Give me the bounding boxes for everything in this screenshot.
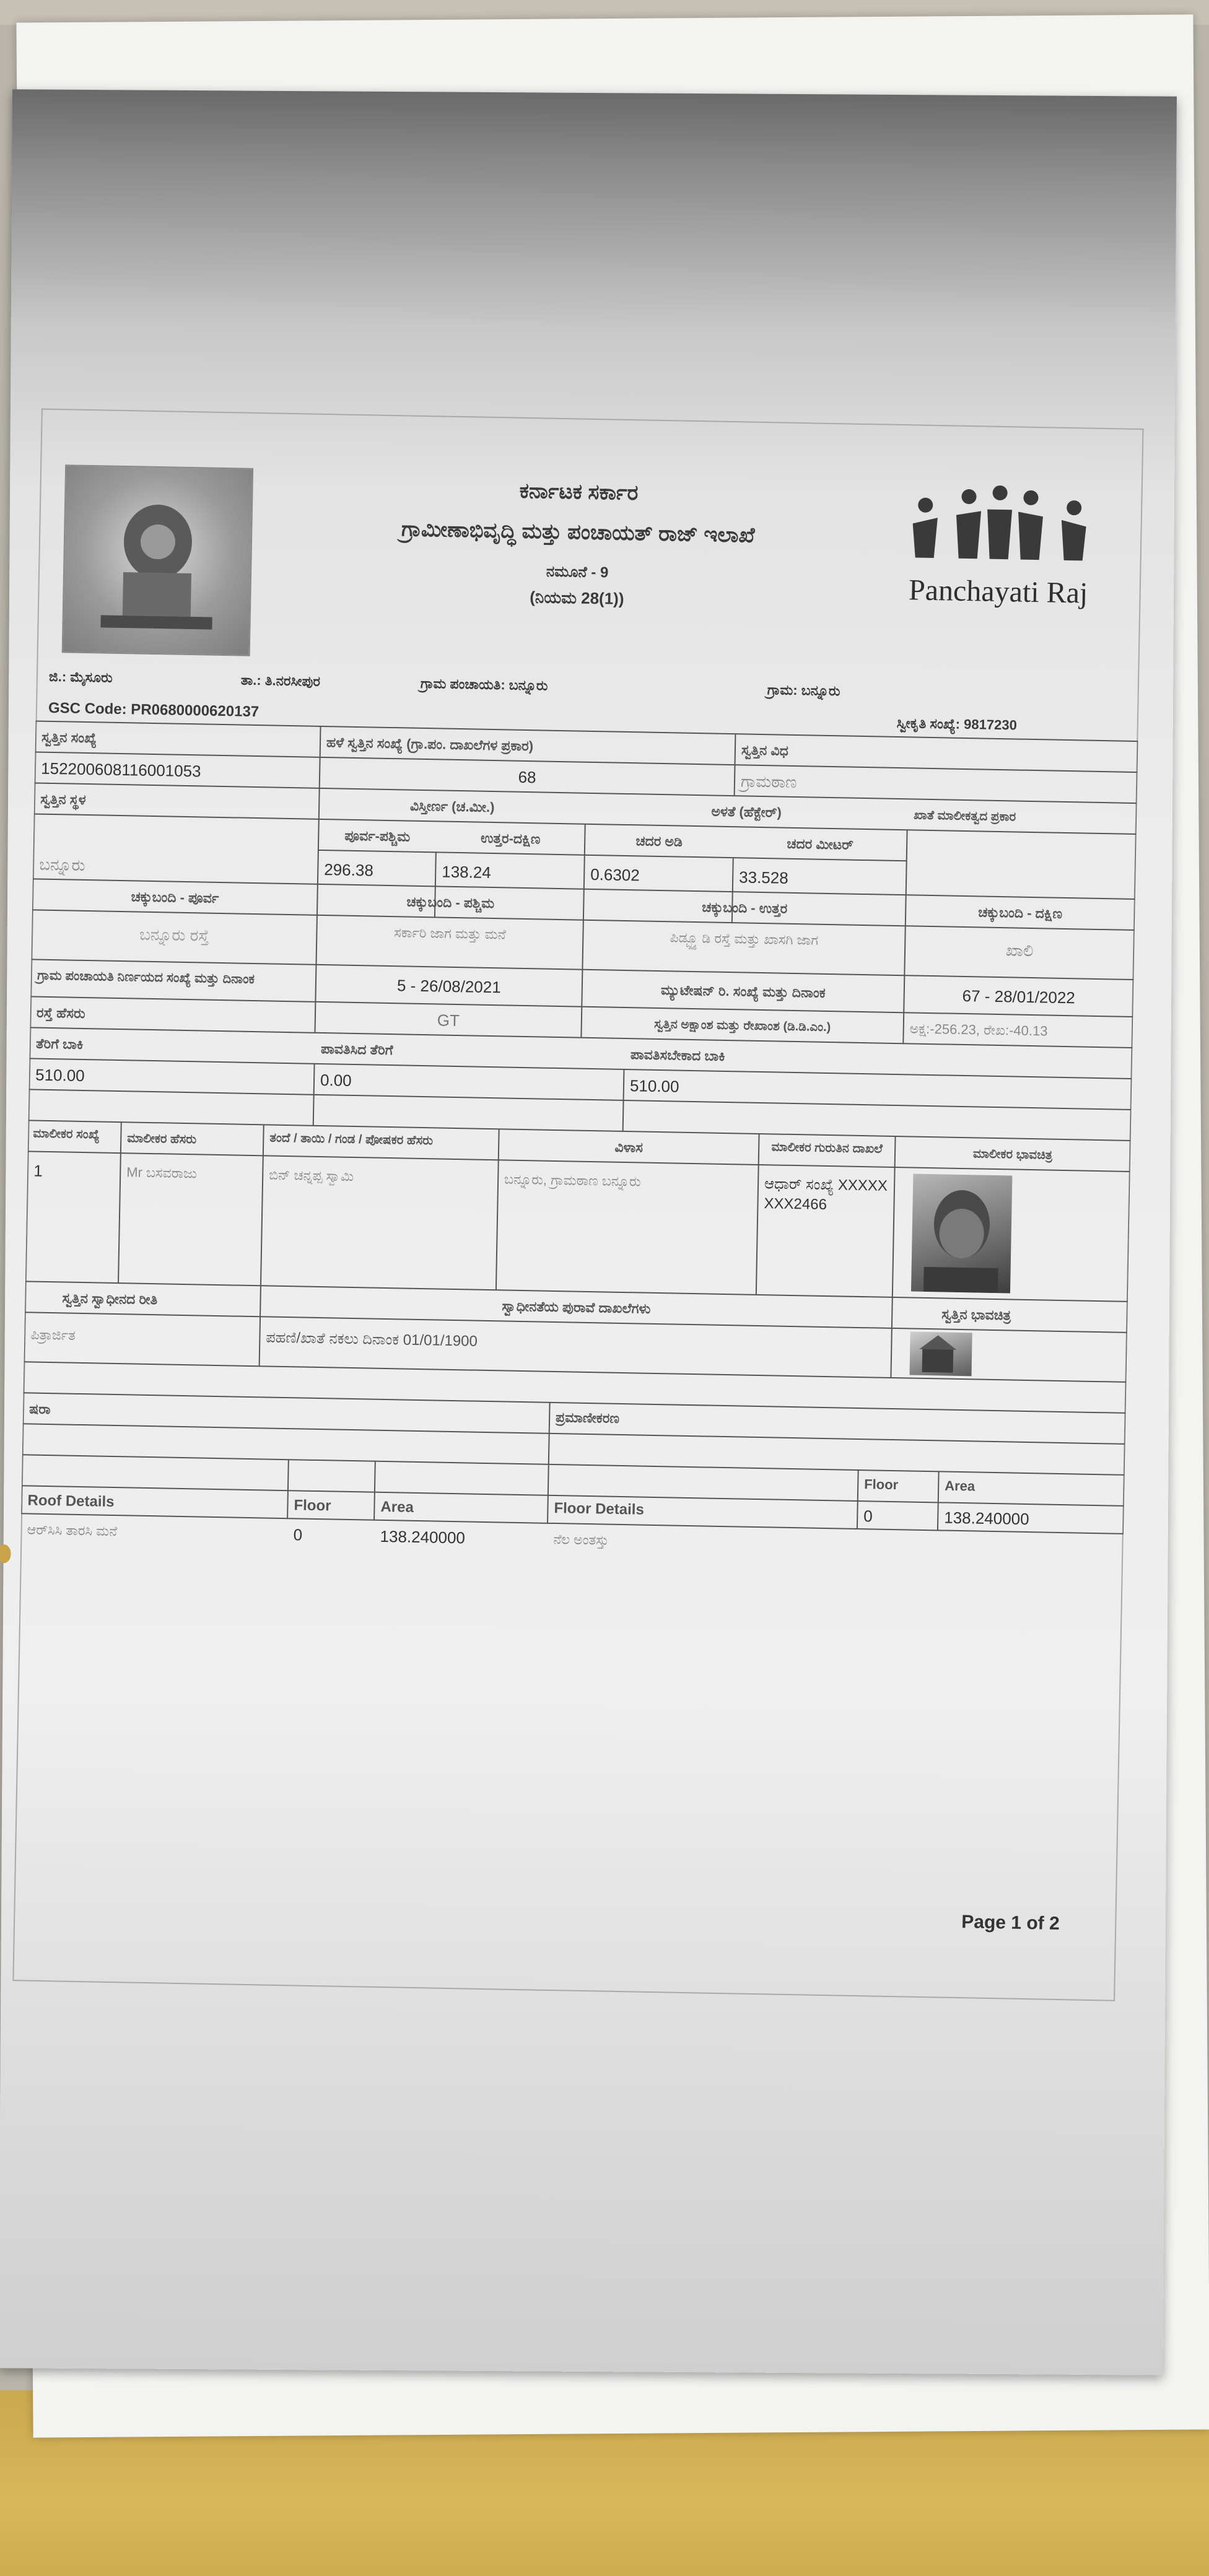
certification-label: ಪ್ರಮಾಣೀಕರಣ [555,1409,620,1426]
property-photo [910,1332,972,1377]
village: ಗ್ರಾಮ: ಬನ್ನೂರು [767,682,840,699]
floor-col-label: Floor [864,1476,899,1493]
form-number: ನಮೂನೆ - 9 [546,563,609,581]
govt-title: ಕರ್ನಾಟಕ ಸರ್ಕಾರ [519,479,639,505]
address-value: ಬನ್ನೂರು, ಗ್ರಾಮಠಾಣ ಬನ್ನೂರು [504,1171,641,1190]
mutation-label: ಮ್ಯುಟೇಷನ್ ರಿ. ಸಂಖ್ಯೆ ಮತ್ತು ದಿನಾಂಕ [660,982,826,1001]
area-label: ಅಳತೆ (ಹೆಕ್ಟೇರ್) [711,803,782,820]
house-photo-icon [910,1332,972,1377]
property-no-value: 152200608116001053 [40,759,201,781]
relation-label: ತಂದೆ / ತಾಯಿ / ಗಂಡ / ಪೋಷಕರ ಹೆಸರು [269,1131,434,1148]
tax-label: ತೆರಿಗೆ ಬಾಕಿ [35,1035,84,1052]
location-label: ಸ್ವತ್ತಿನ ಸ್ಥಳ [40,791,86,807]
gram-panchayat: ಗ್ರಾಮ ಪಂಚಾಯತಿ: ಬನ್ನೂರು [420,675,548,694]
page-number: Page 1 of 2 [961,1912,1060,1934]
dimensions-label: ವಿಸ್ತೀರ್ಣ (ಚ.ಮೀ.) [409,798,495,816]
docs-value: ಪಹಣಿ/ಖಾತೆ ನಕಲು ದಿನಾಂಕ 01/01/1900 [266,1329,478,1350]
rule-number: (ನಿಯಮ 28(1)) [530,588,624,608]
roof-area-value: 138.240000 [380,1526,466,1547]
dept-title: ಗ್ರಾಮೀಣಾಭಿವೃದ್ಧಿ ಮತ್ತು ಪಂಚಾಯತ್ ರಾಜ್ ಇಲಾಖೆ [401,517,755,547]
ns-value: 138.24 [441,862,492,882]
receipt-number: ಸ್ವೀಕೃತಿ ಸಂಖ್ಯೆ: 9817230 [896,715,1018,733]
paper-sheet [0,89,1177,2375]
boundary-west-value: ಸರ್ಕಾರಿ ಜಾಗ ಮತ್ತು ಮನೆ [393,925,506,942]
boundary-east-value: ಬನ್ನೂರು ರಸ್ತೆ [139,925,209,945]
paid-label: ಪಾವತಿಸಿದ ತೆರಿಗೆ [320,1040,393,1058]
roof-floor-label: Floor [294,1497,331,1515]
tax-value: 510.00 [35,1065,85,1086]
area-col-label: Area [945,1477,975,1494]
road-label: ರಸ್ತೆ ಹೆಸರು [36,1004,85,1022]
floor-details-label: Floor Details [554,1500,645,1518]
floor-detail-value: ನೆಲ ಅಂತಸ್ತು [553,1531,609,1548]
floor-detail-floor: 0 [863,1507,873,1526]
person-photo-icon [911,1174,1012,1294]
gp-resolution-label: ಗ್ರಾಮ ಪಂಚಾಯತಿ ನಿರ್ಣಯದ ಸಂಖ್ಯೆ ಮತ್ತು ದಿನಾಂಕ [37,968,255,987]
acquisition-value: ಪಿತ್ರಾರ್ಜಿತ [30,1326,76,1343]
area-sqm-label: ಚದರ ಮೀಟರ್ [787,835,854,853]
property-photo-label: ಸ್ವತ್ತಿನ ಭಾವಚಿತ್ರ [941,1306,1011,1323]
roof-floor-value: 0 [293,1525,303,1544]
owner-name-label: ಮಾಲೀಕರ ಹೆಸರು [127,1131,197,1147]
boundary-north-value: ಪಿಡ್ಬ್ಲ್ಯೂಡಿ ರಸ್ತೆ ಮತ್ತು ಖಾಸಗಿ ಜಾಗ [670,929,819,948]
hectare-value: 0.6302 [590,864,640,885]
coords-label: ಸ್ವತ್ತಿನ ಅಕ್ಷಾಂಶ ಮತ್ತು ರೇಖಾಂಶ (ಡಿ.ಡಿ.ಎಂ.) [654,1017,831,1035]
due-label: ಪಾವತಿಸಬೇಕಾದ ಬಾಕಿ [630,1046,725,1064]
due-value: 510.00 [629,1076,679,1096]
remarks-label: ಷರಾ [29,1401,51,1417]
address-label: ವಿಳಾಸ [614,1139,644,1155]
boundary-west-label: ಚಕ್ಕುಬಂದಿ - ಪಶ್ಚಿಮ [406,894,495,912]
roof-value: ಆರ್‌ಸಿಸಿ ತಾರಸಿ ಮನೆ [27,1521,118,1539]
paid-value: 0.00 [320,1070,352,1090]
floor-detail-area: 138.240000 [944,1508,1029,1529]
taluk: ತಾ.: ತಿ.ನರಸೀಪುರ [240,672,321,689]
boundary-south-value: ಖಾಲಿ [1005,941,1034,960]
road-value: GT [437,1011,460,1030]
old-no-value: 68 [518,767,536,787]
old-no-label: ಹಳೆ ಸ್ವತ್ತಿನ ಸಂಖ್ಯೆ (ಗ್ರಾ.ಪಂ. ದಾಖಲೆಗಳ ಪ್ರಕಾರ) [326,734,534,754]
district: ಜಿ.: ಮೈಸೂರು [48,668,113,685]
area-sqft-label: ಚದರ ಅಡಿ [635,833,683,850]
id-value: ಆಧಾರ್ ಸಂಖ್ಯೆ XXXXXXXX2466 [764,1175,888,1214]
owner-name-value: Mr ಬಸವರಾಜು [126,1164,198,1181]
owner-no-label: ಮಾಲೀಕರ ಸಂಖ್ಯೆ [33,1126,100,1142]
photo-label: ಮಾಲೀಕರ ಭಾವಚಿತ್ರ [972,1147,1053,1162]
acquisition-label: ಸ್ವತ್ತಿನ ಸ್ವಾಧೀನದ ರೀತಿ [62,1290,158,1308]
boundary-north-label: ಚಕ್ಕುಬಂದಿ - ಉತ್ತರ [702,899,788,916]
sqm-value: 33.528 [738,868,788,887]
gp-resolution-value: 5 - 26/08/2021 [396,976,501,997]
dim-ns-label: ಉತ್ತರ-ದಕ್ಷಿಣ [480,830,541,847]
roof-details-label: Roof Details [27,1492,115,1511]
coords-value: ಅಕ್ಷ:-256.23, ರೇಖ:-40.13 [909,1020,1048,1039]
ew-value: 296.38 [324,860,374,880]
location-value: ಬನ್ನೂರು [39,855,85,874]
panchayati-raj-text: Panchayati Raj [908,573,1088,610]
binder-clip-icon [0,1544,11,1563]
mutation-value: 67 - 28/01/2022 [962,986,1076,1007]
type-label: ಸ್ವತ್ತಿನ ವಿಧ [741,742,789,759]
docs-label: ಸ್ವಾಧೀನತೆಯ ಪುರಾವೆ ದಾಖಲೆಗಳು [502,1298,651,1316]
roof-area-label: Area [380,1498,414,1516]
id-label: ಮಾಲೀಕರ ಗುರುತಿನ ದಾಖಲೆ [771,1140,883,1156]
boundary-south-label: ಚಕ್ಕುಬಂದಿ - ದಕ್ಷಿಣ [978,904,1063,921]
owner-photo [911,1174,1012,1294]
relation-value: ಬಿನ್ ಚನ್ನಪ್ಪ ಸ್ವಾಮಿ [269,1167,354,1184]
gsc-code: GSC Code: PR0680000620137 [48,699,260,721]
dim-ew-label: ಪೂರ್ವ-ಪಶ್ಚಿಮ [344,827,411,845]
property-no-label: ಸ್ವತ್ತಿನ ಸಂಖ್ಯೆ [41,729,97,746]
khata-label: ಖಾತೆ ಮಾಲೀಕತ್ವದ ಪ್ರಕಾರ [913,808,1016,824]
owner-no-value: 1 [33,1161,43,1180]
form-9-document [12,409,1143,2001]
boundary-east-label: ಚಕ್ಕುಬಂದಿ - ಪೂರ್ವ [131,889,219,906]
type-value: ಗ್ರಾಮಠಾಣ [740,772,797,792]
